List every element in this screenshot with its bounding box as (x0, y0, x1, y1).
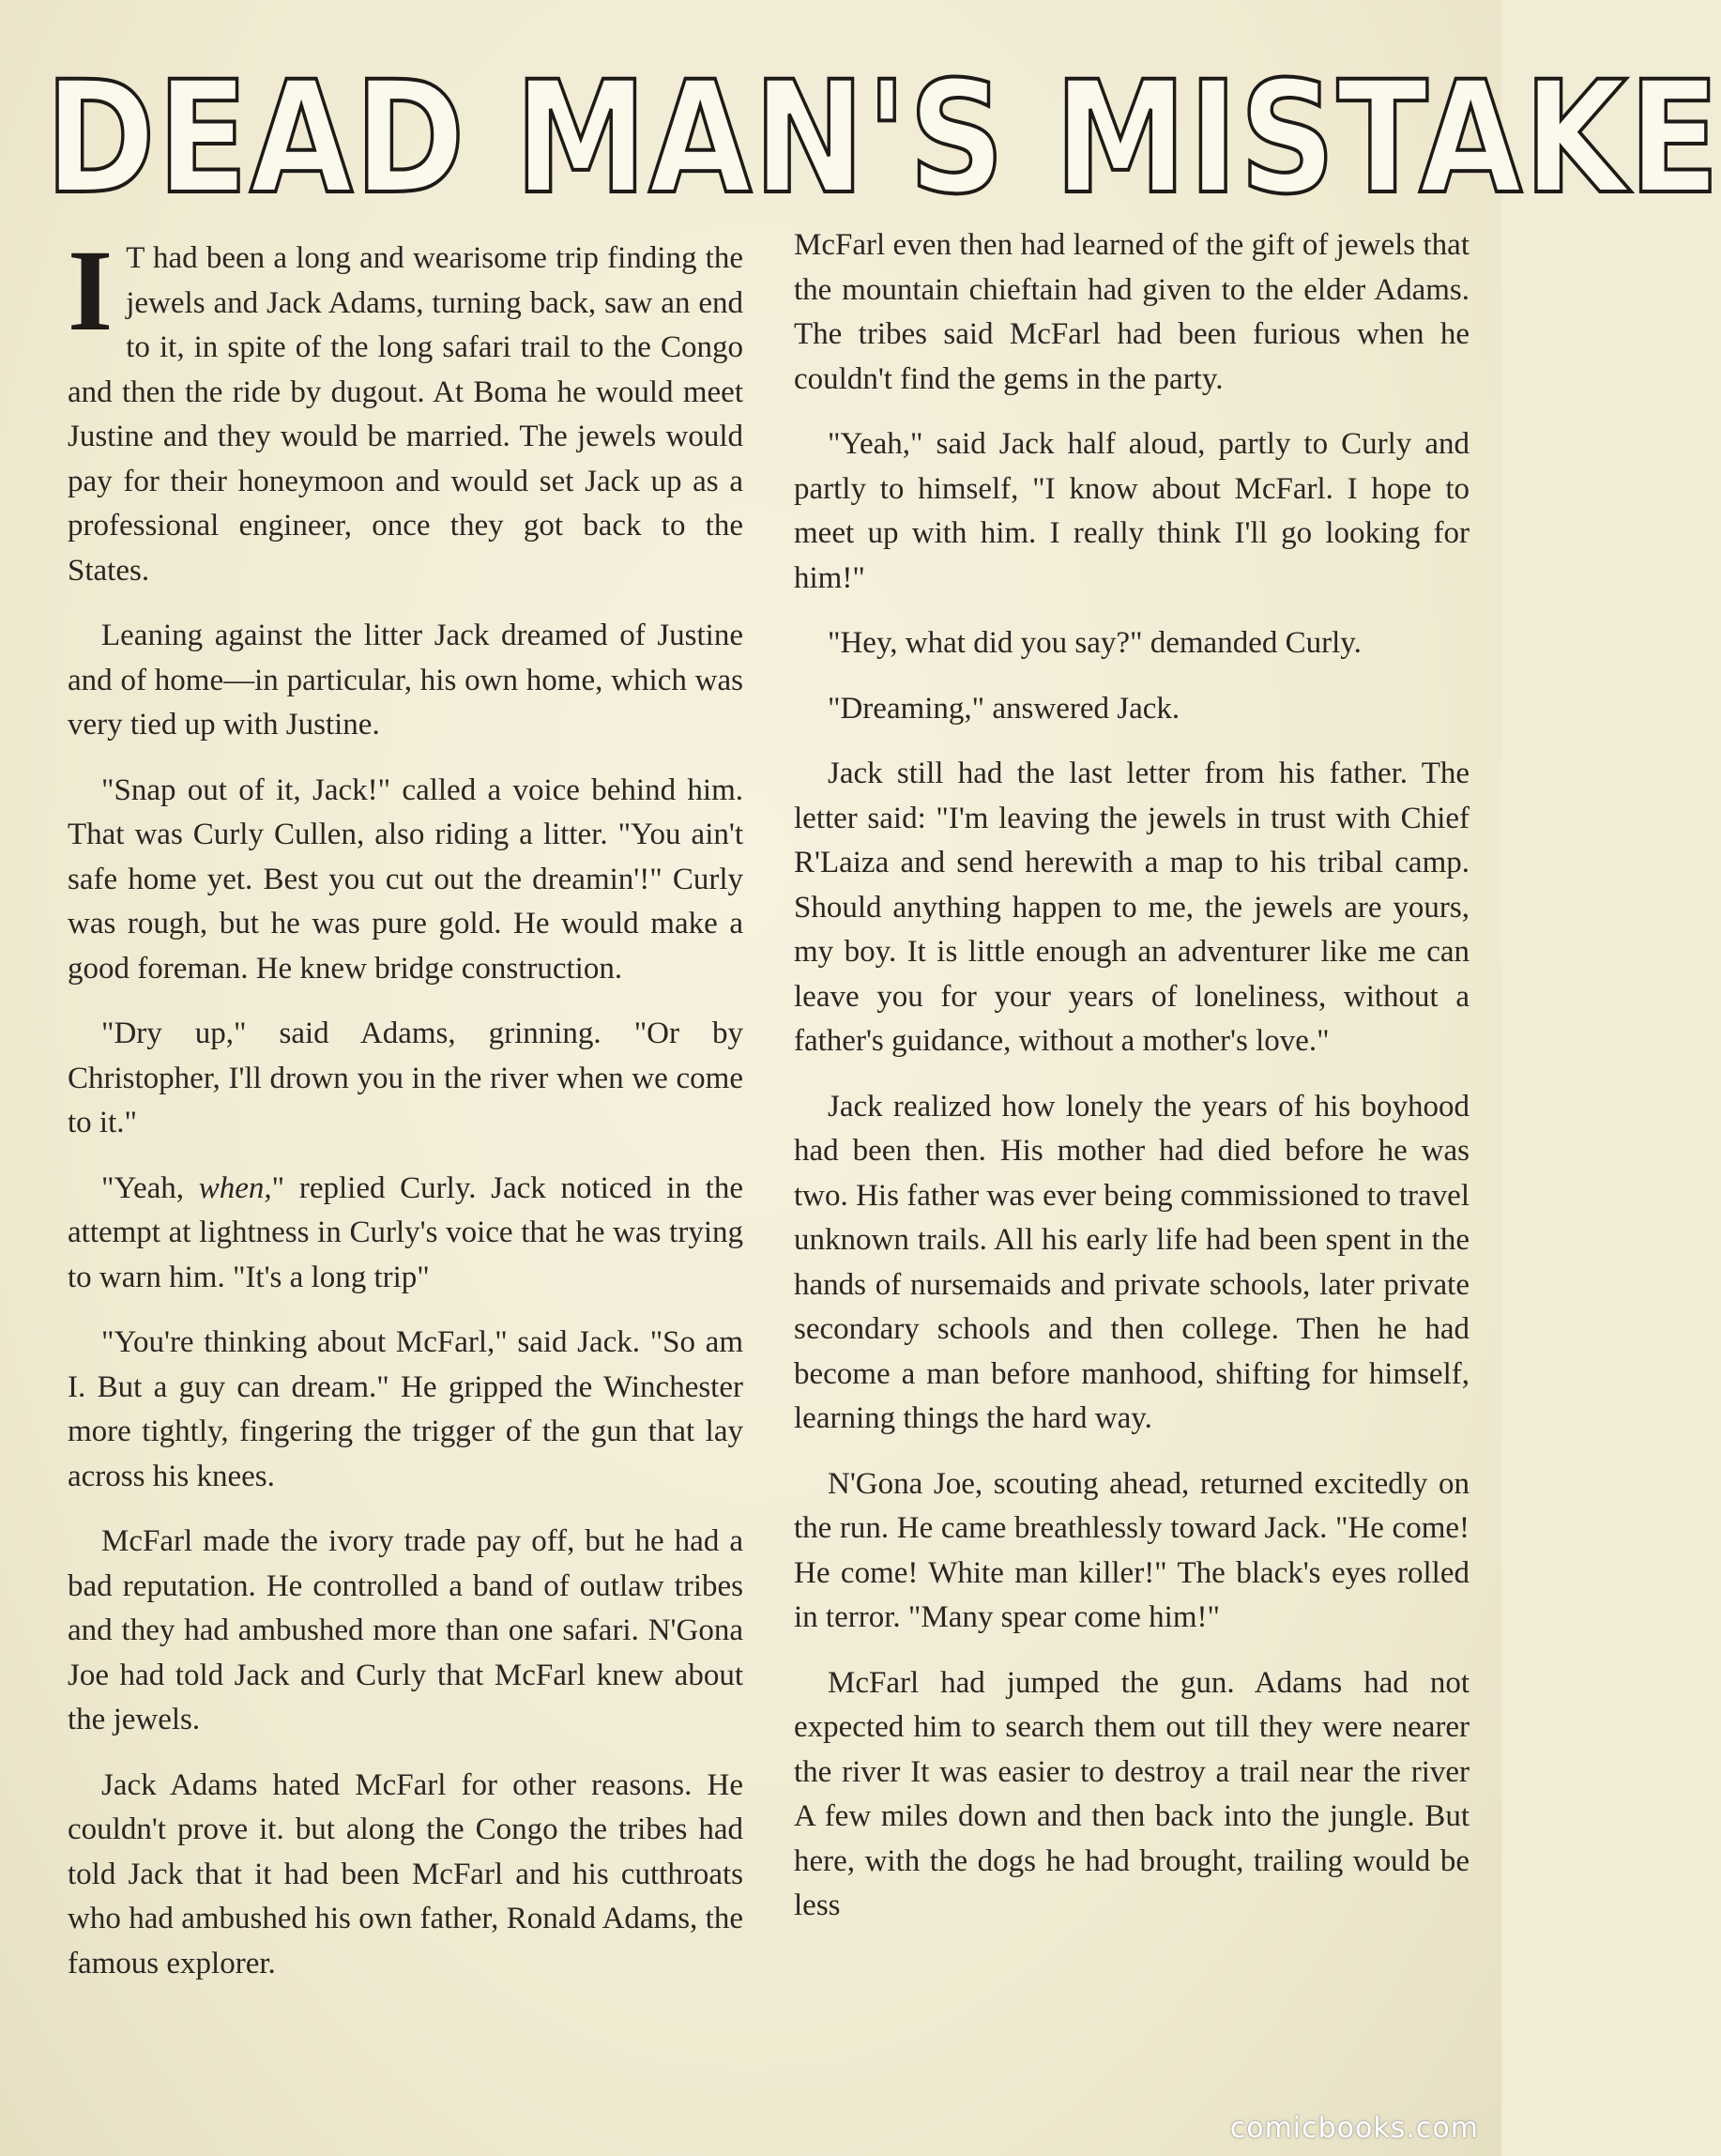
paragraph: "Dreaming," answered Jack. (828, 691, 1180, 726)
paragraph: McFarl even then had learned of the gift of jewels that the mountain chieftain had given to the elder Adams. The tribes said McFarl had been furious when he couldn't find the gems in the party. (794, 228, 1470, 396)
right-text-column (794, 223, 1470, 1950)
paragraph: N'Gona Joe, scouting ahead, returned excitedly on the run. He came breathlessly toward Jack. "He come! He come! White man killer!" The black's eyes rolled in terror. "Many spear come him!" (794, 1466, 1470, 1634)
paragraph (68, 226, 743, 593)
emphasis-text: when, (198, 1170, 272, 1205)
site-watermark: comicbooks.com (1229, 2112, 1479, 2145)
left-text-column (68, 226, 743, 2007)
paragraph: "Dry up," said Adams, grinning. "Or by Christopher, I'll drown you in the river when we come to it." (68, 1017, 743, 1139)
paragraph: "Hey, what did you say?" demanded Curly. (828, 626, 1362, 660)
paragraph (68, 1167, 743, 1301)
paragraph: Jack still had the last letter from his father. The letter said: "I'm leaving the jewels in trust with Chief R'Laiza and send herewith a map to his tribal camp. Should anything happen to me, the jewels are yours, my boy. It is little enough an adventurer like me can leave you for your years of loneliness, without a father's guidance, without a mother's love." (794, 757, 1470, 1058)
paragraph-text: "Yeah, (101, 1170, 199, 1205)
paragraph: Leaning against the litter Jack dreamed of Justine and of home—in particular, his own home, which was very tied up with Justine. (68, 619, 743, 742)
paragraph-text: T had been a long and wearisome trip finding the jewels and Jack Adams, turning back, saw an end to it, in spite of the long safari trail to the Congo and then the ride by dugout. At Boma he would meet Justine and they would be married. The jewels would pay for their honeymoon and would set Jack up as a professional engineer, once they got back to the States. (68, 241, 743, 588)
paragraph-text: " replied Curly. Jack noticed in the attempt at lightness in Curly's voice that he was trying to warn him. "It's a long trip" (68, 1170, 743, 1294)
paragraph: "Snap out of it, Jack!" called a voice behind him. That was Curly Cullen, also riding a litter. "You ain't safe home yet. Best you cut out the dreamin'!" Curly was rough, but he was pure gold. He would make a good foreman. He knew bridge construction. (68, 772, 743, 986)
paragraph: McFarl had jumped the gun. Adams had not expected him to search them out till they were nearer the river It was easier to destroy a trail near the river A few miles down and then back into the jungle. But here, with the dogs he had brought, trailing would be less (794, 1665, 1470, 1922)
drop-cap: I (68, 226, 114, 355)
paragraph: McFarl made the ivory trade pay off, but he had a bad reputation. He controlled a band of outlaw tribes and they had ambushed more than one safari. N'Gona Joe had told Jack and Curly that McFarl knew about the jewels. (68, 1524, 743, 1736)
paragraph: Jack Adams hated McFarl for other reasons. He couldn't prove it. but along the Congo the tribes had told Jack that it had been McFarl and his cutthroats who had ambushed his own father, Ronald Adams, the famous explorer. (68, 1767, 743, 1980)
paragraph: Jack realized how lonely the years of his boyhood had been then. His mother had died before he was two. His father was ever being commissioned to travel unknown trails. All his early life had been spent in the hands of nursemaids and private schools, later private secondary schools and then college. Then he had become a man before manhood, shifting for himself, learning things the hard way. (794, 1089, 1470, 1435)
story-title: DEAD MAN'S MISTAKE (45, 48, 1721, 228)
paragraph: "You're thinking about McFarl," said Jack. "So am I. But a guy can dream." He gripped the Winchester more tightly, fingering the trigger of the gun that lay across his knees. (68, 1325, 743, 1493)
paragraph: "Yeah," said Jack half aloud, partly to Curly and partly to himself, "I know about McFarl. I hope to meet up with him. I really think I'll go looking for him!" (794, 427, 1470, 595)
